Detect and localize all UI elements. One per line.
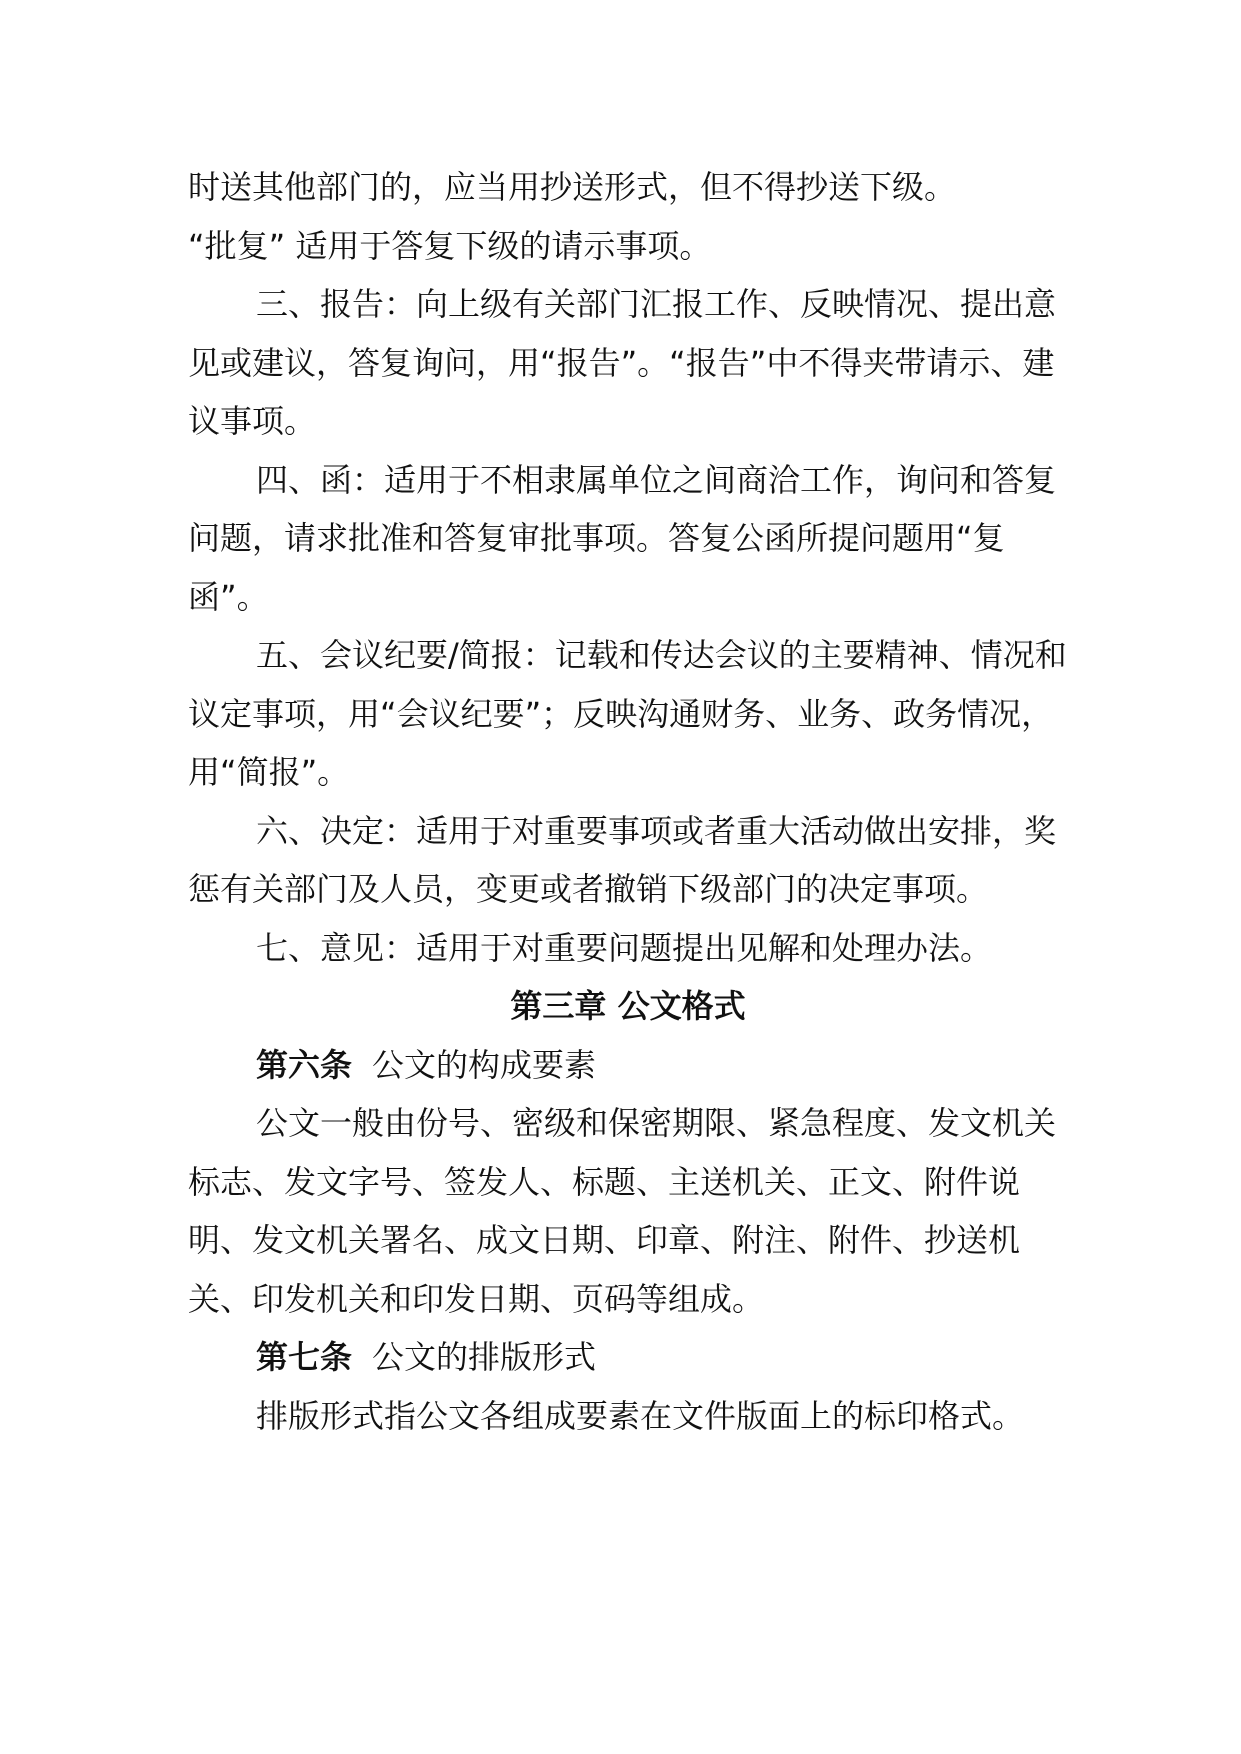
article-6-heading <box>188 1036 1068 1095</box>
article-7-heading <box>188 1328 1068 1387</box>
item-opinion: 七、意见：适用于对重要问题提出见解和处理办法。 <box>256 928 993 967</box>
item-letter: 四、函：适用于不相隶属单位之间商洽工作，询问和答复问题，请求批准和答复审批事项。答复公函所提问题用“复函”。 <box>188 460 1057 616</box>
chapter-title: 第三章 公文格式 <box>510 987 746 1025</box>
article-7-number: 第七条 <box>256 1338 353 1376</box>
paragraph-continuation: 时送其他部门的，应当用抄送形式，但不得抄送下级。 <box>188 168 957 206</box>
article-7-body: 排版形式指公文各组成要素在文件版面上的标印格式。 <box>256 1396 1025 1435</box>
paragraph-reply: “批复” 适用于答复下级的请示事项。 <box>188 226 712 265</box>
article-6-title: 公文的构成要素 <box>372 1045 597 1084</box>
item-minutes: 五、会议纪要/简报：记载和传达会议的主要精神、情况和议定事项，用“会议纪要”；反映沟通财务、业务、政务情况，用“简报”。 <box>188 636 1067 791</box>
article-7-title: 公文的排版形式 <box>372 1338 597 1376</box>
article-6-number: 第六条 <box>256 1045 353 1084</box>
document-page <box>188 158 1068 1445</box>
item-report: 三、报告：向上级有关部门汇报工作、反映情况、提出意见或建议，答复询问，用“报告”。“报告”中不得夹带请示、建议事项。 <box>188 285 1057 440</box>
item-decision: 六、决定：适用于对重要事项或者重大活动做出安排，奖惩有关部门及人员，变更或者撤销下级部门的决定事项。 <box>188 811 1057 908</box>
article-6-body: 公文一般由份号、密级和保密期限、紧急程度、发文机关标志、发文字号、签发人、标题、主送机关、正文、附件说明、发文机关署名、成文日期、印章、附注、附件、抄送机关、印发机关和印发日期、页码等组成。 <box>188 1104 1057 1318</box>
